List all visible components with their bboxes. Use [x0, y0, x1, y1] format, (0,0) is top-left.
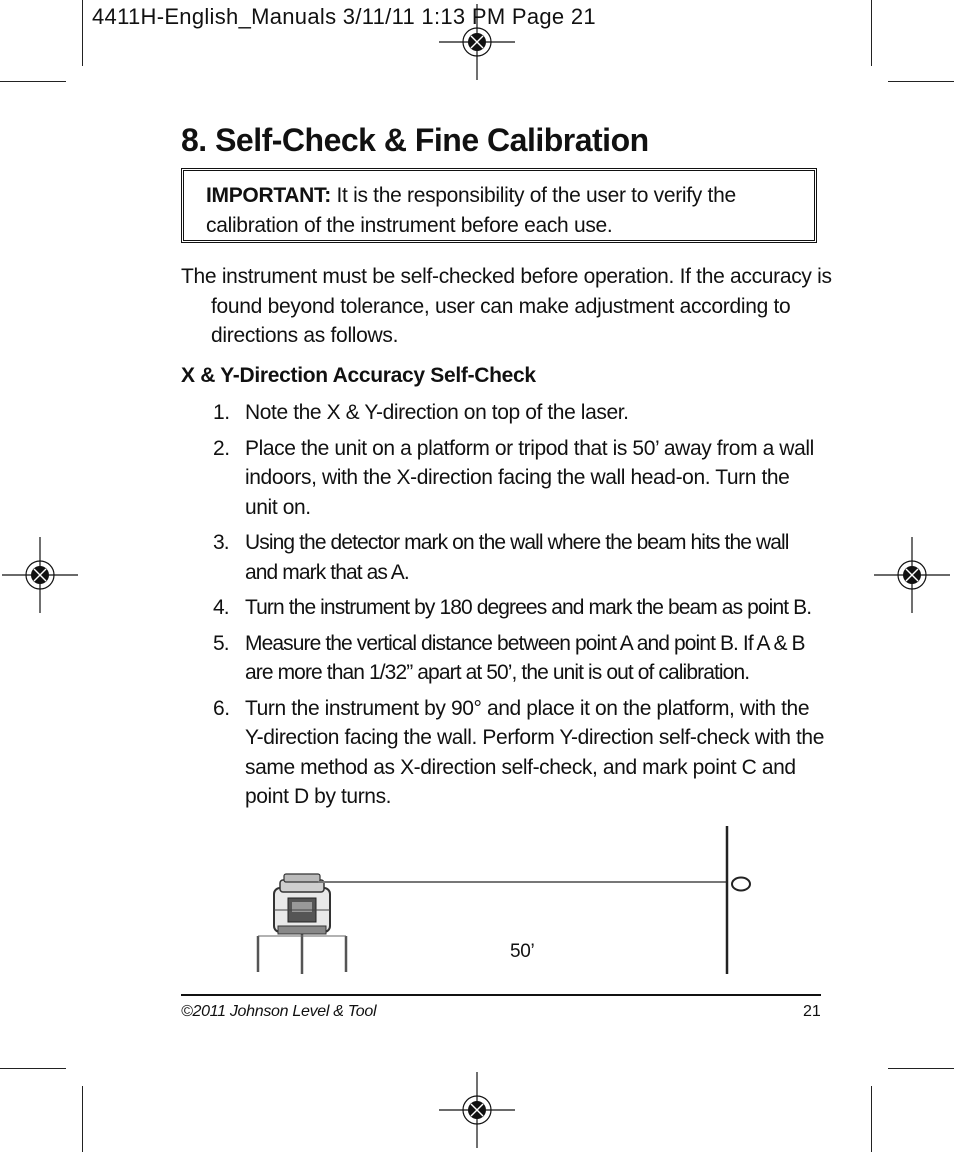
step-text: Place the unit on a platform or tripod that is 50’ away from a wall indoors, with the X-direction facing the wall head-on. Turn the unit on.: [245, 436, 814, 519]
important-body: It is the responsibility of the user to verify the calibration of the instrument before each use.: [206, 184, 736, 237]
crop-mark: [0, 81, 66, 82]
list-item: [213, 593, 825, 623]
step-text: Note the X & Y-direction on top of the laser.: [245, 401, 629, 424]
important-notice-box: [181, 168, 817, 243]
registration-mark-icon: [439, 1072, 515, 1148]
list-item: [213, 629, 825, 688]
list-item: [213, 528, 825, 587]
intro-paragraph: The instrument must be self-checked before operation. If the accuracy is found beyond tolerance, user can make adjustment according to directions as follows.: [181, 265, 832, 347]
page-number: 21: [803, 1003, 821, 1020]
print-slug: 4411H-English_Manuals 3/11/11 1:13 PM Page 21: [92, 4, 596, 29]
steps-list: [213, 398, 825, 818]
step-number: 2.: [213, 436, 230, 460]
target-mark-icon: [732, 878, 750, 891]
crop-mark: [871, 0, 872, 66]
step-number: 3.: [213, 531, 229, 554]
crop-mark: [82, 0, 83, 66]
page-title: 8. Self-Check & Fine Calibration: [181, 122, 649, 158]
list-item: [213, 398, 825, 428]
list-item: [213, 694, 825, 812]
step-text: Turn the instrument by 90° and place it on the platform, with the Y-direction facing the wall. Perform Y-direction self-check with the same method as X-direction self-check, and mark point C and point D by turns.: [245, 696, 824, 808]
step-number: 1.: [213, 401, 230, 424]
crop-mark: [0, 1068, 66, 1069]
crop-mark: [82, 1086, 83, 1152]
step-number: 4.: [213, 596, 229, 619]
step-text: Turn the instrument by 180 degrees and mark the beam as point B.: [245, 596, 812, 619]
crop-mark: [871, 1086, 872, 1152]
tripod-icon: [258, 934, 346, 974]
step-number: 5.: [213, 631, 229, 655]
registration-mark-icon: [874, 537, 950, 613]
registration-mark-icon: [439, 4, 515, 80]
registration-mark-icon: [2, 537, 78, 613]
step-number: 6.: [213, 696, 230, 720]
footer-copyright: ©2011 Johnson Level & Tool: [181, 1003, 377, 1020]
calibration-diagram: [250, 822, 760, 982]
crop-mark: [888, 1068, 954, 1069]
section-heading: X & Y-Direction Accuracy Self-Check: [181, 364, 536, 387]
crop-mark: [888, 81, 954, 82]
footer-divider: [181, 994, 821, 996]
distance-label: 50’: [510, 941, 535, 962]
important-label: IMPORTANT:: [206, 184, 331, 207]
step-text: Using the detector mark on the wall where the beam hits the wall and mark that as A.: [245, 531, 789, 584]
step-text: Measure the vertical distance between point A and point B. If A & B are more than 1/32” apart at 50’, the unit is out of calibration.: [245, 631, 805, 684]
important-notice-text: [206, 181, 796, 241]
list-item: [213, 434, 825, 523]
